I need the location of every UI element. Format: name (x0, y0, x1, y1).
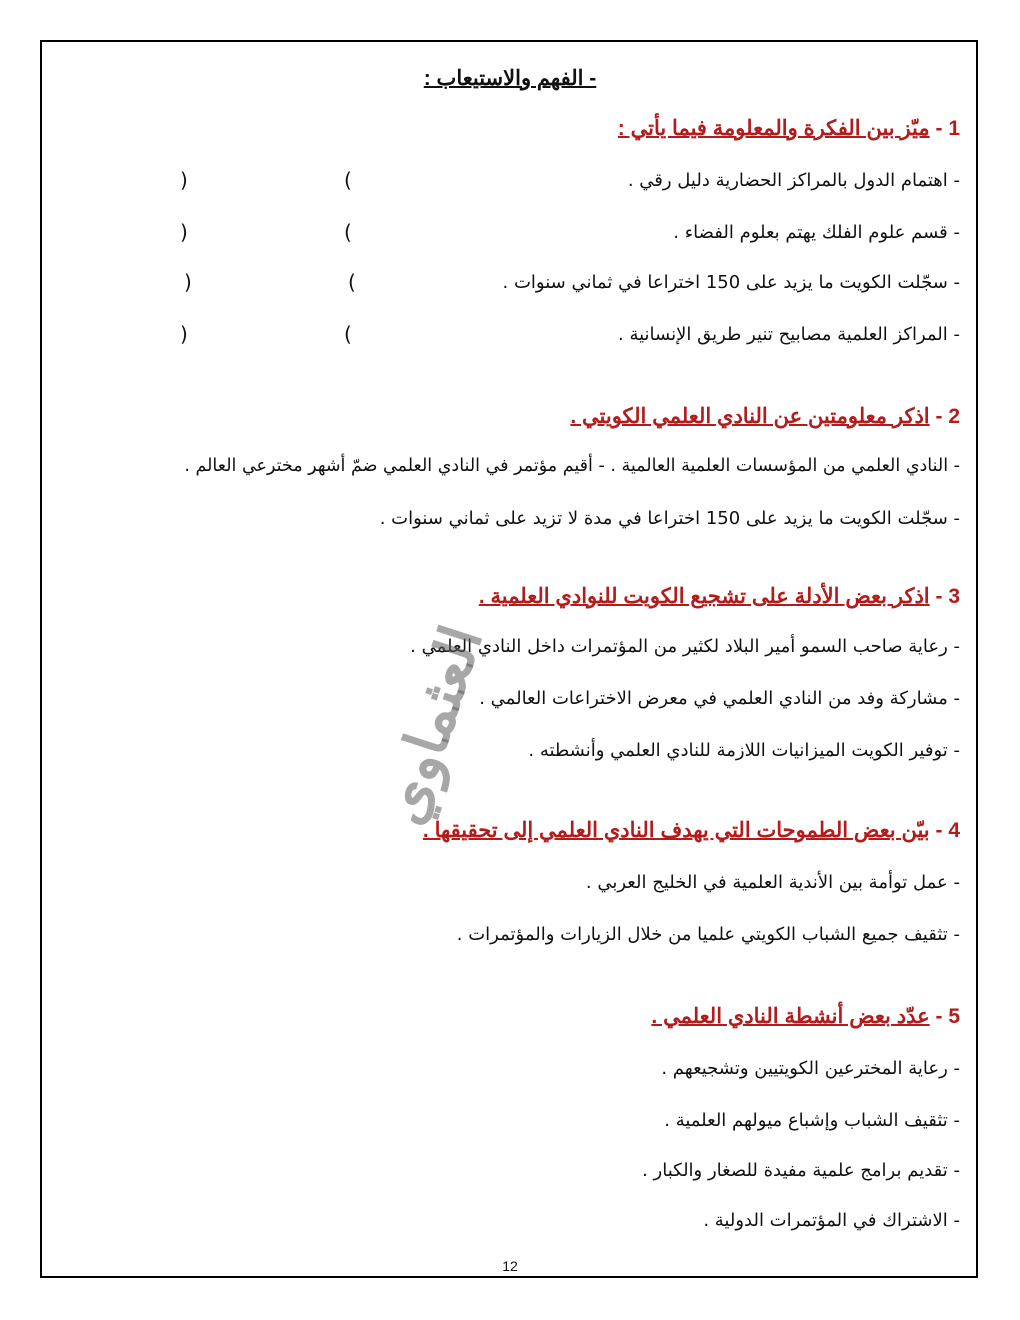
section-1-item-3: - سجّلت الكويت ما يزيد على 150 اختراعا في ثماني سنوات . (502, 272, 960, 293)
section-5-item-2: - تثقيف الشباب وإشباع ميولهم العلمية . (664, 1110, 960, 1131)
section-3-item-1: - رعاية صاحب السمو أمير البلاد لكثير من المؤتمرات داخل النادي العلمي . (410, 636, 960, 657)
answer-paren-close-2: ) (180, 220, 188, 244)
section-3-item-2: - مشاركة وفد من النادي العلمي في معرض الاختراعات العالمي . (479, 688, 960, 709)
section-1-item-4: - المراكز العلمية مصابيح تنير طريق الإنسانية . (618, 324, 960, 345)
section-4-number: 4 - (935, 819, 960, 842)
page-number: 12 (502, 1258, 518, 1274)
section-1-number: 1 - (935, 117, 960, 140)
section-5-number: 5 - (935, 1005, 960, 1028)
section-3-heading (479, 584, 960, 609)
section-5-item-3: - تقديم برامج علمية مفيدة للصغار والكبار . (642, 1160, 960, 1181)
answer-paren-open-1: ( (344, 168, 352, 192)
answer-paren-close-1: ) (180, 168, 188, 192)
section-1-item-1: - اهتمام الدول بالمراكز الحضارية دليل رقي . (627, 170, 960, 191)
section-1-heading (618, 116, 960, 141)
section-4-item-1: - عمل توأمة بين الأندية العلمية في الخليج العربي . (585, 872, 960, 893)
answer-paren-open-4: ( (344, 322, 352, 346)
section-3-number: 3 - (935, 585, 960, 608)
section-4-item-2: - تثقيف جميع الشباب الكويتي علميا من خلال الزيارات والمؤتمرات . (456, 924, 960, 945)
section-2-item-1: - النادي العلمي من المؤسسات العلمية العالمية . - أقيم مؤتمر في النادي العلمي ضمّ أشهر مخترعي العالم . (184, 456, 960, 476)
answer-paren-open-2: ( (344, 220, 352, 244)
watermark: العثماوي (368, 617, 496, 833)
answer-paren-open-3: ( (348, 270, 356, 294)
section-3-title: اذكر بعض الأدلة على تشجيع الكويت للنوادي العلمية . (478, 585, 930, 608)
section-3-item-3: - توفير الكويت الميزانيات اللازمة للنادي العلمي وأنشطته . (528, 740, 960, 761)
page-title: - الفهم والاستيعاب : (423, 67, 597, 90)
answer-paren-close-4: ) (180, 322, 188, 346)
section-2-item-2: - سجّلت الكويت ما يزيد على 150 اختراعا في مدة لا تزيد على ثماني سنوات . (379, 508, 960, 529)
section-2-number: 2 - (935, 405, 960, 428)
section-2-heading (570, 404, 960, 429)
section-1-title: ميّز بين الفكرة والمعلومة فيما يأتي : (617, 117, 930, 140)
section-5-heading (651, 1004, 960, 1029)
section-1-item-2: - قسم علوم الفلك يهتم بعلوم الفضاء . (673, 222, 960, 243)
section-5-item-4: - الاشتراك في المؤتمرات الدولية . (703, 1210, 960, 1231)
section-5-title: عدّد بعض أنشطة النادي العلمي . (651, 1005, 930, 1028)
answer-paren-close-3: ) (184, 270, 192, 294)
section-2-title: اذكر معلومتين عن النادي العلمي الكويتي . (570, 405, 930, 428)
section-5-item-1: - رعاية المخترعين الكويتيين وتشجيعهم . (661, 1058, 960, 1079)
section-4-title: بيّن بعض الطموحات التي يهدف النادي العلمي إلى تحقيقها . (422, 819, 930, 842)
